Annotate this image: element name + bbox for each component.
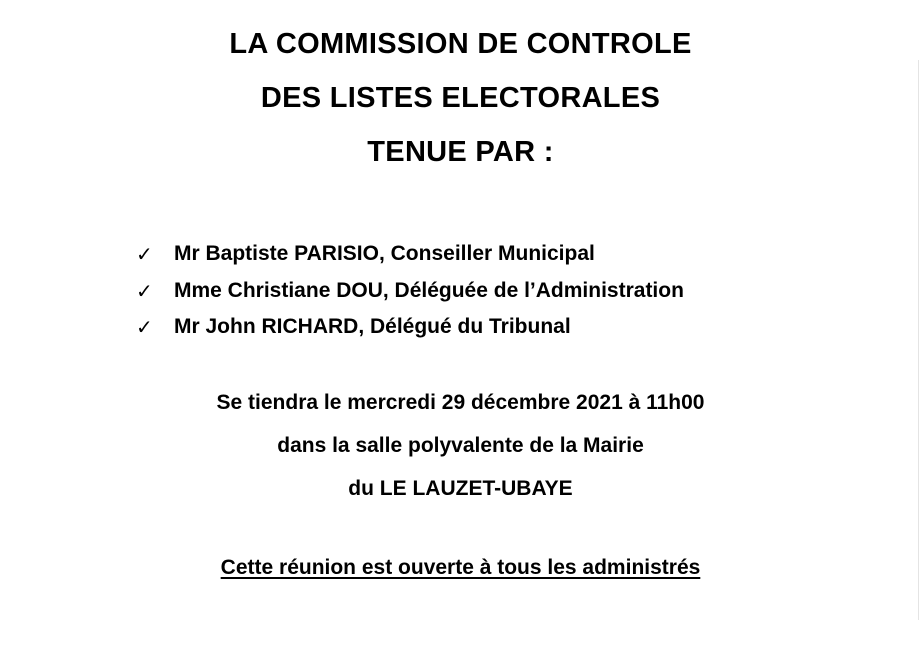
scan-edge-line — [918, 60, 919, 620]
checkmark-icon: ✓ — [136, 278, 153, 303]
list-item — [136, 309, 684, 345]
title-line-3: TENUE PAR : — [367, 136, 554, 168]
meeting-town-line: du LE LAUZET-UBAYE — [348, 477, 573, 500]
member-text: Mr Baptiste PARISIO, Conseiller Municipal — [174, 242, 595, 265]
checkmark-icon: ✓ — [136, 315, 153, 339]
member-list — [136, 236, 684, 345]
member-text: Mme Christiane DOU, Déléguée de l’Administration — [174, 278, 684, 302]
meeting-date-line: Se tiendra le mercredi 29 décembre 2021 à 11h00 — [216, 391, 705, 414]
title-line-2: DES LISTES ELECTORALES — [260, 82, 661, 114]
list-item — [136, 236, 684, 272]
member-text: Mr John RICHARD, Délégué du Tribunal — [174, 315, 571, 338]
checkmark-icon: ✓ — [136, 242, 153, 266]
list-item — [136, 272, 684, 309]
meeting-place-line: dans la salle polyvalente de la Mairie — [277, 434, 644, 457]
public-notice: Cette réunion est ouverte à tous les administrés — [220, 556, 701, 579]
title-line-1: LA COMMISSION DE CONTROLE — [229, 28, 692, 60]
